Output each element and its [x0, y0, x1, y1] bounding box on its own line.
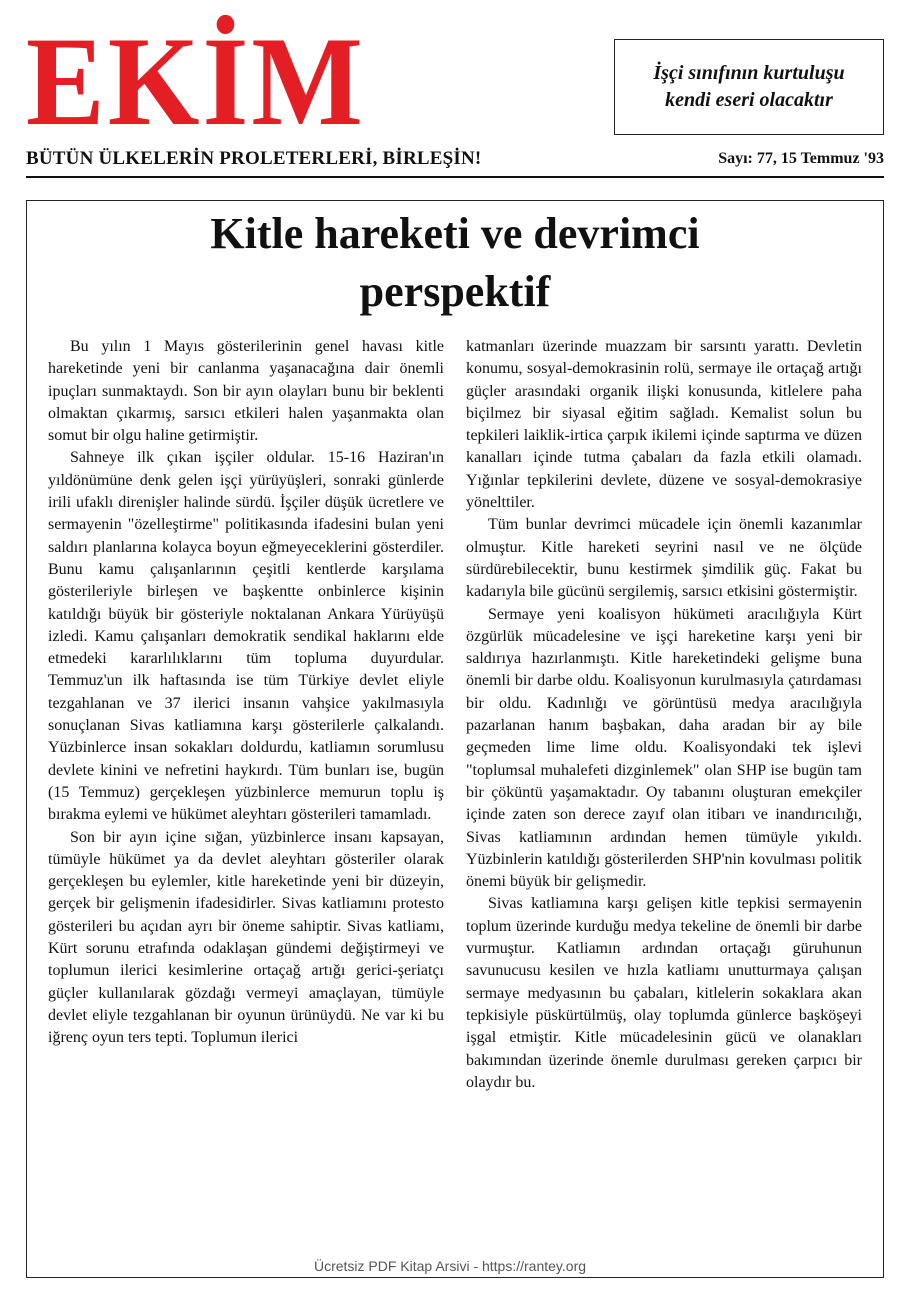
newspaper-logo: EKİM	[26, 10, 366, 152]
paragraph: Sermaye yeni koalisyon hükümeti aracılığıyla Kürt özgürlük mücadelesine ve işçi hareketine karşı yeni bir saldırıya hazırlanmıştı. Kitle hareketindeki gelişme buna önemli bir darbe oldu. Koalisyonun kurulmasıyla çatırdaması bir oldu. Kadınlığı ve görüntüsü medya aracılığıyla pazarlanan hanım başbakan, daha aradan bir ay bile geçmeden lime lime oldu. Koalisyondaki tek işlevi "toplumsal muhalefeti dizginlemek" olan SHP ise bugün tam bir çöküntü yaşamaktadır. Oy tabanını oluşturan emekçiler içinde zaten son derece zayıf olan itibarı ve inandırıcılığı, Sivas katliamının ardından hemen tümüyle yıkıldı. Yüzbinlerin katıldığı gösterilerden SHP'nin kovulması politik önemi büyük bir gelişmedir.	[466, 605, 862, 891]
headline-line-1: Kitle hareketi ve devrimci	[210, 209, 700, 258]
paragraph: Sahneye ilk çıkan işçiler oldular. 15-16 Haziran'ın yıldönümüne denk gelen işçi yürüyüşleri, sonraki günlerde irili ufaklı direnişler halinde sürdü. İşçiler düşük ücretlere ve sermayenin "özelleştirme" politikasında ifadesini bulan yeni saldırı planlarına kolayca boyun eğmeyeceklerini gösterdiler. Bunu kamu çalışanlarının çeşitli kentlerde karşılama gösterileriyle birleşen ve başkentte onbinlerce kişinin katıldığı büyük bir gösteriyle noktalanan Ankara Yürüyüşü izledi. Kamu çalışanları demokratik sendikal haklarını elde etmedeki kararlılıklarını tüm topluma duyurdular. Temmuz'un ilk haftasında ise tüm Türkiye devlet eliyle tezgahlanan ve 37 ilerici insanın vahşice yakılmasıyla sonuçlanan Sivas katliamına karşı gösterilerle çalkalandı. Yüzbinlerce insan sokakları doldurdu, katliamın sorumlusu devlete kinini ve nefretini haykırdı. Tüm bunları ise, bugün (15 Temmuz) gerçekleşen yüzbinlerce memurun toplu iş bırakma eylemi ve hükümet aleyhtarı gösterileri tamamladı.	[48, 449, 444, 824]
article-column-right	[466, 336, 862, 1094]
paragraph: Sivas katliamına karşı gelişen kitle tepkisi sermayenin toplum üzerinde kurduğu medya tekeline de önemli bir darbe vurmuştur. Katliamın ardından ortaçağı güruhunun savunucusu kesilen ve hızla katliamı unutturmaya çalışan sermaye medyasının bu çabaları, kitlelerin sokaklara akan tepkisiyle püskürtülmüş, olay toplumda günlerce başköşeyi işgal etmiştir. Kitle mücadelesinin gücü ve olanakları bakımından üzerinde önemle durulması gereken çarpıcı bir olaydır bu.	[466, 895, 862, 1091]
article-headline	[26, 205, 884, 321]
masthead-slogan: BÜTÜN ÜLKELERİN PROLETERLERİ, BİRLEŞİN!	[26, 148, 482, 169]
motto-line-2: kendi eseri olacaktır	[665, 89, 833, 111]
motto-line-1: İşçi sınıfının kurtuluşu	[653, 62, 845, 84]
article-column-left	[48, 336, 444, 1050]
footer-watermark: Ücretsiz PDF Kitap Arsivi - https://rantey.org	[313, 1258, 587, 1274]
paragraph: Bu yılın 1 Mayıs gösterilerinin genel havası kitle hareketinde yeni bir canlanma yaşanacağına dair önemli ipuçları sunmaktaydı. Son bir ayın olayları bunu bir beklenti olmaktan çıkarmış, sarsıcı etkileri halen yaşanmakta olan somut bir olgu haline getirmiştir.	[48, 338, 444, 445]
paragraph: katmanları üzerinde muazzam bir sarsıntı yarattı. Devletin konumu, sosyal-demokrasinin rolü, sermaye ile ortaçağ artığı güçler arasındaki organik ilişki konusunda, kitlelere paha biçilmez bir siyasal eğitim sağladı. Kemalist solun bu tepkileri laiklik-irtica çarpık ikilemi içinde saptırma ve düzen kanalları içinde tutma çabaları da fazla etkili olamadı. Yığınlar tepkilerini devlete, düzene ve sosyal-demokrasiye yönelttiler.	[466, 338, 862, 512]
issue-info: Sayı: 77, 15 Temmuz '93	[718, 150, 884, 167]
headline-line-2: perspektif	[359, 267, 551, 316]
paragraph: Son bir ayın içine sığan, yüzbinlerce insanı kapsayan, tümüyle hükümet ya da devlet aleyhtarı gösteriler olarak gerçekleşen bu eylemler, kitle hareketinde yeni bir düzeyin, gerçek bir gelişmenin ifadesidirler. Sivas katliamını protesto gösterileri bu açıdan ayrı bir öneme sahiptir. Sivas katliamı, Kürt sorunu etrafında odaklaşan gündemi değiştirmeyi ve toplumun ilerici kesimlerine ortaçağ artığı gerici-şeriatçı güçler kullanılarak gözdağı vermeyi amaçlayan, tümüyle devlet eliyle tezgahlanan bir oyunun ürünüydü. Ne var ki bu iğrenç oyun ters tepti. Toplumun ilerici	[48, 828, 444, 1047]
paragraph: Tüm bunlar devrimci mücadele için önemli kazanımlar olmuştur. Kitle hareketi seyrini nasıl ve ne ölçüde sürdürebilecektir, bunu kestirmek şimdilik güç. Fakat bu kadarıyla bile gücünü sergilemiş, sarsıcı etkisini göstermiştir.	[466, 516, 862, 601]
motto-box	[614, 39, 884, 135]
masthead-divider	[26, 176, 884, 178]
